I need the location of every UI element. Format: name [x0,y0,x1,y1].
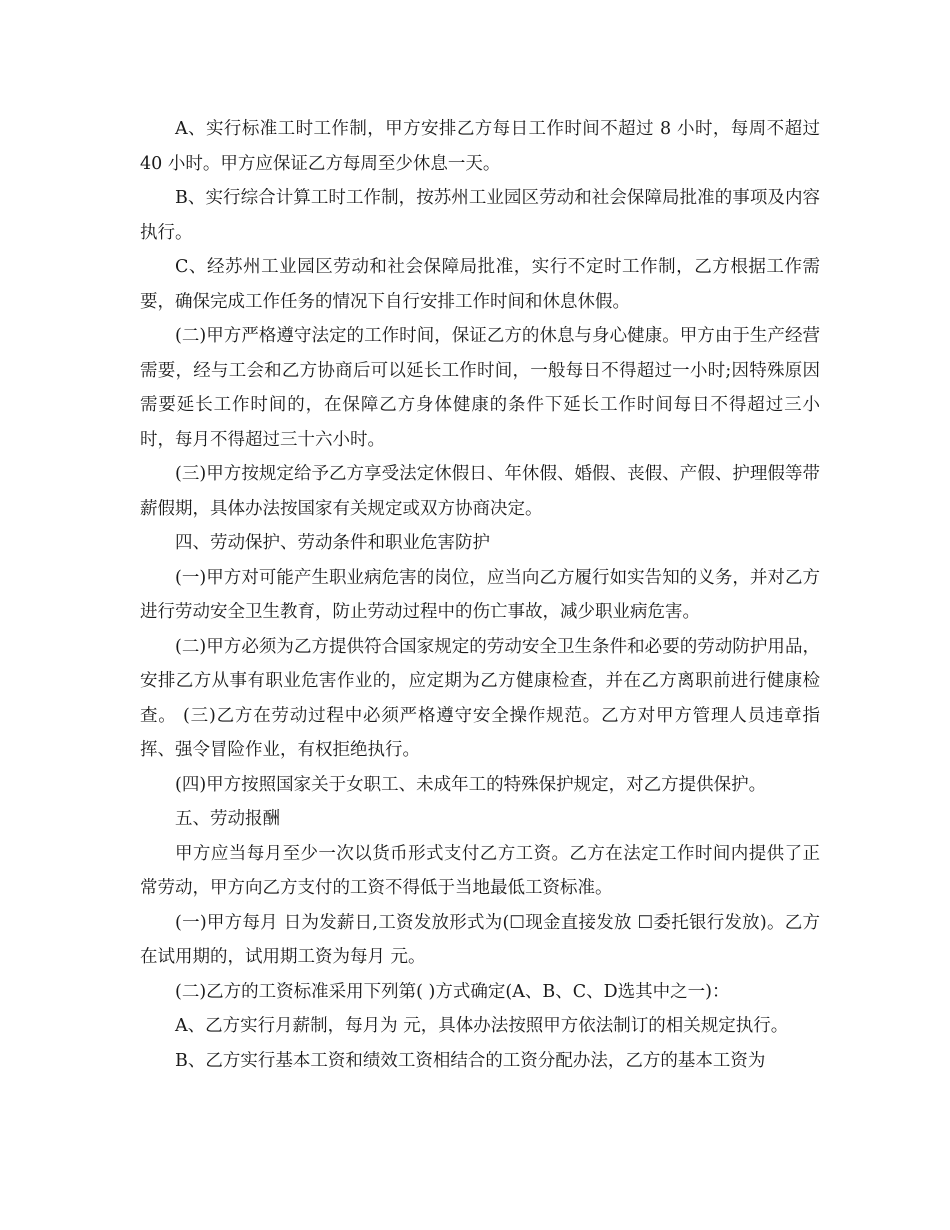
paragraph-monthly-payment: 甲方应当每月至少一次以货币形式支付乙方工资。乙方在法定工作时间内提供了正常劳动，甲方向乙方支付的工资不得低于当地最低工资标准。 [140,843,820,898]
paragraph-base-performance-pay: B、乙方实行基本工资和绩效工资相结合的工资分配办法，乙方的基本工资为 [175,1050,766,1071]
paragraph-c-flexible-hours: C、经苏州工业园区劳动和社会保障局批准，实行不定时工作制，乙方根据工作需要，确保完成工作任务的情况下自行安排工作时间和休息休假。 [140,257,820,312]
paragraph-b-comprehensive-hours: B、实行综合计算工时工作制，按苏州工业园区劳动和社会保障局批准的事项及内容执行。 [140,188,820,243]
document-body [140,112,820,1078]
paragraph-occupational-hazard-notice: (一)甲方对可能产生职业病危害的岗位，应当向乙方履行如实告知的义务，并对乙方进行劳动安全卫生教育，防止劳动过程中的伤亡事故，减少职业病危害。 [140,567,820,622]
paragraph-monthly-salary: A、乙方实行月薪制，每月为 元，具体办法按照甲方依法制订的相关规定执行。 [175,1016,789,1036]
paragraph-overtime: (二)甲方严格遵守法定的工作时间，保证乙方的休息与身心健康。甲方由于生产经营需要，经与工会和乙方协商后可以延长工作时间，一般每日不得超过一小时;因特殊原因需要延长工作时间的，在保障乙方身体健康的条件下延长工作时间每日不得超过三小时，每月不得超过三十六小时。 [140,326,820,450]
paragraph-wage-method: (二)乙方的工资标准采用下列第( )方式确定(A、B、C、D选其中之一)： [175,981,730,1002]
section-heading-labor-protection: 四、劳动保护、劳动条件和职业危害防护 [175,533,490,553]
paragraph-a-standard-hours: A、实行标准工时工作制，甲方安排乙方每日工作时间不超过 8 小时，每周不超过 40 小时。甲方应保证乙方每周至少休息一天。 [140,119,820,174]
paragraph-payday: (一)甲方每月 日为发薪日,工资发放形式为(☐现金直接发放 ☐委托银行发放)。乙方在试用期的，试用期工资为每月 元。 [140,912,820,967]
paragraph-special-protection: (四)甲方按照国家关于女职工、未成年工的特殊保护规定，对乙方提供保护。 [175,774,767,795]
section-heading-remuneration: 五、劳动报酬 [175,809,280,829]
paragraph-safety-conditions: (二)甲方必须为乙方提供符合国家规定的劳动安全卫生条件和必要的劳动防护用品，安排乙方从事有职业危害作业的，应定期为乙方健康检查，并在乙方离职前进行健康检查。 (三)乙方在劳动过程中必须严格遵守安全操作规范。乙方对甲方管理人员违章指挥、强令冒险作业，有权拒绝执行。 [140,636,820,760]
paragraph-paid-leave: (三)甲方按规定给予乙方享受法定休假日、年休假、婚假、丧假、产假、护理假等带薪假期，具体办法按国家有关规定或双方协商决定。 [140,464,820,519]
